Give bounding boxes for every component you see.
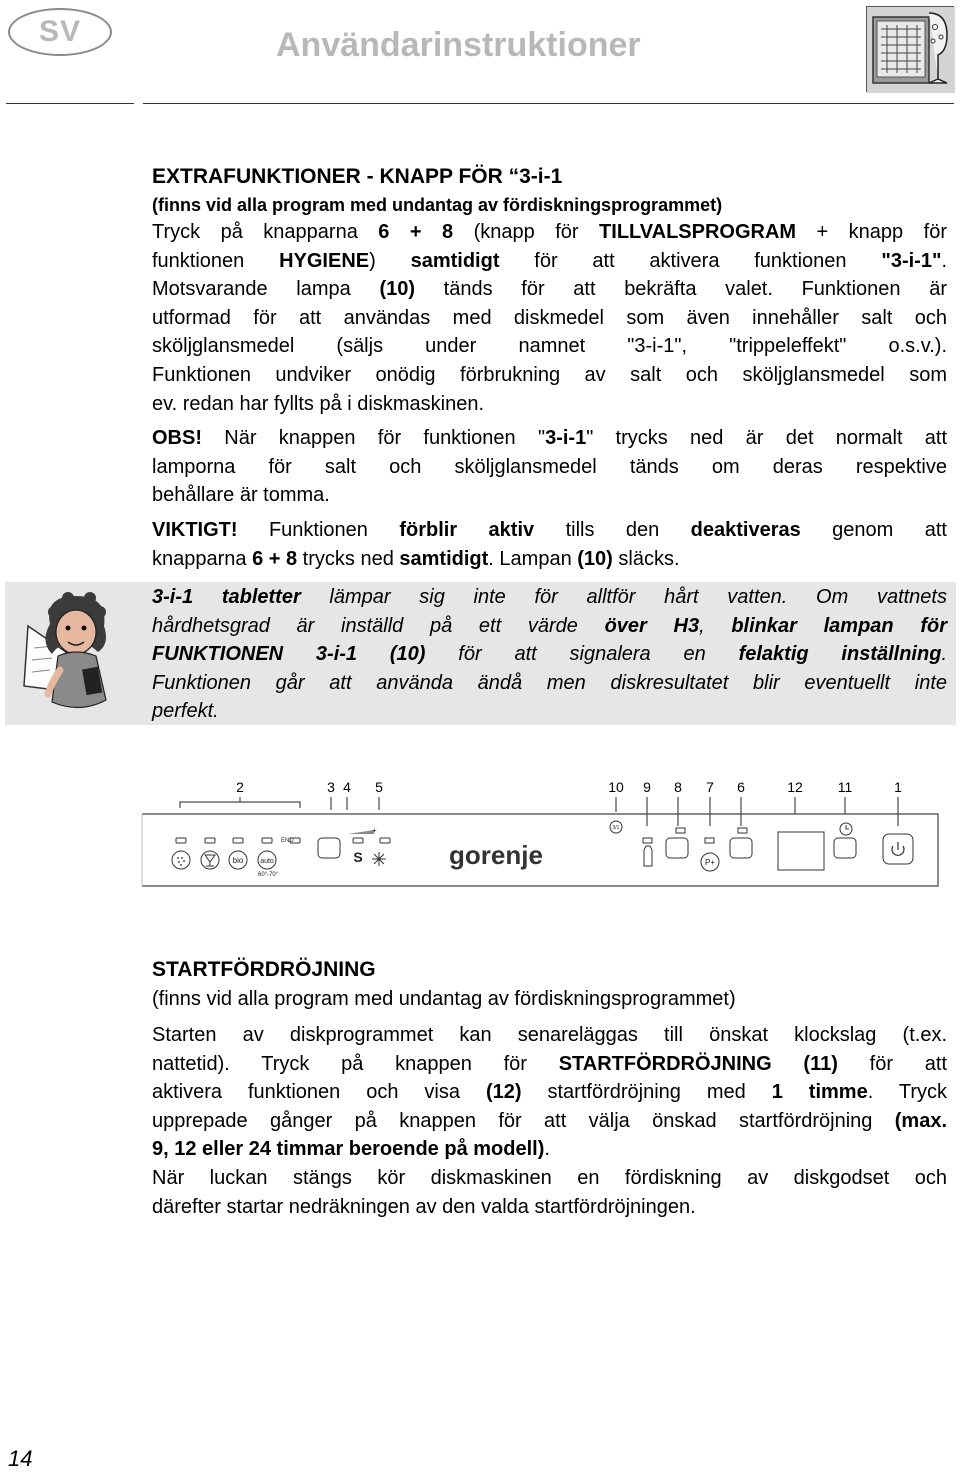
text-line — [152, 1193, 947, 1222]
callout-number: 3 — [327, 779, 335, 795]
bold-text: förblir aktiv — [399, 518, 535, 541]
p-plus-label: P+ — [704, 858, 716, 867]
text-span: trycks ned — [297, 547, 400, 570]
text-span: " trycks ned är det normalt att — [586, 427, 948, 450]
text-span: sköljglansmedel (säljs under namnet "3-i-1", "trippeleffekt" o.s.v.). — [152, 335, 947, 358]
page-title: Användarinstruktioner — [276, 26, 641, 64]
text-line — [152, 453, 947, 482]
text-line — [152, 332, 947, 361]
text-span: startfördröjning med — [521, 1081, 772, 1104]
language-code: SV — [38, 15, 82, 48]
bold-text: 6 + 8 — [378, 221, 454, 243]
bold-text: (10) — [379, 278, 416, 301]
text-line — [152, 481, 947, 510]
text-span: . Lampan — [488, 547, 578, 570]
text-span: . — [941, 643, 947, 666]
bold-text: (10) — [577, 547, 613, 570]
callout-number: 5 — [375, 779, 383, 795]
section-body — [152, 218, 947, 418]
bold-text: "3-i-1" — [881, 249, 942, 272]
text-span: (knapp för — [453, 221, 600, 243]
cartoon-woman-icon — [10, 590, 128, 718]
section-extra-functions — [152, 162, 947, 573]
text-span: för att signalera en — [425, 643, 739, 666]
important-paragraph — [152, 516, 947, 573]
text-line — [152, 583, 947, 612]
text-span: för att — [837, 1052, 947, 1075]
text-span: . Tryck — [867, 1081, 947, 1104]
text-span: släcks. — [612, 547, 680, 570]
note-text — [152, 583, 947, 726]
text-span: Funktionen undviker onödig förbrukning av salt och sköljglansmedel som — [152, 363, 947, 386]
text-line — [152, 1050, 947, 1079]
text-span: ) — [369, 249, 411, 272]
bold-text: (max. — [894, 1109, 947, 1132]
panel-drawing — [0, 770, 960, 900]
bold-text: 9, 12 eller 24 timmar beroende på modell) — [152, 1138, 545, 1161]
text-line — [152, 545, 947, 574]
text-span: När luckan stängs kör diskmaskinen en fördiskning av diskgodset och — [152, 1166, 947, 1189]
callout-number: 6 — [737, 779, 745, 795]
text-line — [152, 669, 947, 698]
bold-text: deaktiveras — [690, 518, 801, 541]
text-span: Funktionen — [237, 518, 400, 541]
callout-number: 7 — [706, 779, 714, 795]
text-span: tänds för att bekräfta valet. Funktionen är — [415, 278, 947, 301]
text-span: för att aktivera funktionen — [499, 249, 882, 272]
header-divider — [6, 103, 134, 104]
section-subtitle: (finns vid alla program med undantag av fördiskningsprogrammet) — [152, 195, 723, 215]
bold-text: felaktig inställning — [738, 643, 942, 666]
svg-text:+: + — [372, 826, 377, 835]
text-span: upprepade gånger på knappen för att välja önskad startfördröjning — [152, 1109, 895, 1132]
auto-label: auto — [260, 858, 274, 865]
text-line — [152, 516, 947, 545]
section-body — [152, 1021, 947, 1221]
header-divider — [143, 103, 954, 104]
end-label: END — [281, 838, 294, 844]
page-number: 14 — [8, 1446, 33, 1471]
callout-number: 2 — [236, 779, 244, 795]
text-span: Funktionen går att använda ändå men diskresultatet blir eventuellt inte — [152, 671, 947, 694]
callout-number: 9 — [643, 779, 651, 795]
text-line — [152, 361, 947, 390]
text-line — [152, 1107, 947, 1136]
bold-text: VIKTIGT! — [152, 518, 238, 541]
text-span: perfekt. — [152, 700, 219, 723]
text-span: knapparna — [152, 547, 253, 570]
text-span: lämpar sig inte för alltför hårt vatten. Om vattnets — [300, 586, 947, 608]
callout-number: 4 — [343, 779, 351, 795]
svg-text:S: S — [353, 849, 363, 865]
text-span: lamporna för salt och sköljglansmedel tänds om deras respektive — [152, 455, 947, 478]
text-span: tills den — [534, 518, 691, 541]
control-panel-diagram — [0, 770, 960, 900]
text-span: Tryck på knapparna — [152, 221, 379, 243]
temp-label: 60°-70° — [258, 872, 279, 878]
bold-text: STARTFÖRDRÖJNING (11) — [558, 1052, 838, 1075]
text-span: nattetid). Tryck på knappen för — [152, 1052, 559, 1075]
bold-text: 1 timme — [771, 1081, 868, 1104]
text-span: därefter startar nedräkningen av den valda startfördröjningen. — [152, 1195, 696, 1218]
bold-text: blinkar lampan för — [731, 614, 947, 637]
text-span: genom att — [800, 518, 947, 541]
brand-logo: gorenje — [449, 840, 543, 870]
language-badge — [8, 8, 112, 56]
text-span: Starten av diskprogrammet kan senareläggas till önskat klockslag (t.ex. — [152, 1024, 947, 1046]
text-span: Motsvarande lampa — [152, 278, 380, 301]
text-line — [152, 640, 947, 669]
obs-paragraph — [152, 424, 947, 510]
text-span: . — [544, 1138, 550, 1161]
text-span: behållare är tomma. — [152, 484, 330, 507]
text-span: utformad för att användas med diskmedel som även innehåller salt och — [152, 306, 947, 329]
text-line — [152, 390, 947, 419]
bold-text: FUNKTIONEN 3-i-1 (10) — [152, 643, 426, 666]
section-title: EXTRAFUNKTIONER - KNAPP FÖR “3-i-1 — [152, 165, 563, 188]
bold-text: samtidigt — [410, 249, 500, 272]
bold-text: 3-i-1 tabletter — [152, 586, 301, 608]
callout-number: 10 — [608, 779, 624, 795]
text-line — [152, 697, 947, 726]
text-span: ev. redan har fyllts på i diskmaskinen. — [152, 392, 485, 415]
callout-number: 12 — [787, 779, 803, 795]
text-span: + knapp för — [796, 221, 947, 243]
text-line — [152, 424, 947, 453]
section-subtitle: (finns vid alla program med undantag av fördiskningsprogrammet) — [152, 988, 736, 1010]
text-span: , — [699, 614, 732, 637]
text-line — [152, 612, 947, 641]
bio-label: bio — [232, 856, 244, 865]
text-span: . — [941, 249, 947, 272]
section-title: STARTFÖRDRÖJNING — [152, 958, 376, 981]
bold-text: samtidigt — [399, 547, 489, 570]
bold-text: TILLVALSPROGRAM — [599, 221, 797, 243]
text-line — [152, 1021, 947, 1050]
text-line — [152, 247, 947, 276]
text-line — [152, 1135, 947, 1164]
text-span: funktionen — [152, 249, 280, 272]
bold-text: OBS! — [152, 427, 202, 450]
three-in-one-label: 3/1 — [612, 825, 620, 831]
text-line — [152, 304, 947, 333]
text-line — [152, 1164, 947, 1193]
section-start-delay — [152, 955, 947, 1221]
callout-number: 11 — [837, 779, 853, 795]
bold-text: HYGIENE — [279, 249, 370, 272]
bold-text: över H3 — [604, 614, 700, 637]
text-line — [152, 275, 947, 304]
text-span: hårdhetsgrad är inställd på ett värde — [152, 614, 605, 637]
text-span: När knappen för funktionen " — [202, 427, 546, 450]
text-line — [152, 1078, 947, 1107]
dishwasher-glass-icon — [866, 6, 954, 92]
text-span: aktivera funktionen och visa — [152, 1081, 486, 1104]
bold-text: 3-i-1 — [545, 427, 587, 450]
text-line — [152, 218, 947, 247]
callout-number: 1 — [894, 779, 902, 795]
bold-text: 6 + 8 — [252, 547, 298, 570]
callout-number: 8 — [674, 779, 682, 795]
bold-text: (12) — [485, 1081, 522, 1104]
